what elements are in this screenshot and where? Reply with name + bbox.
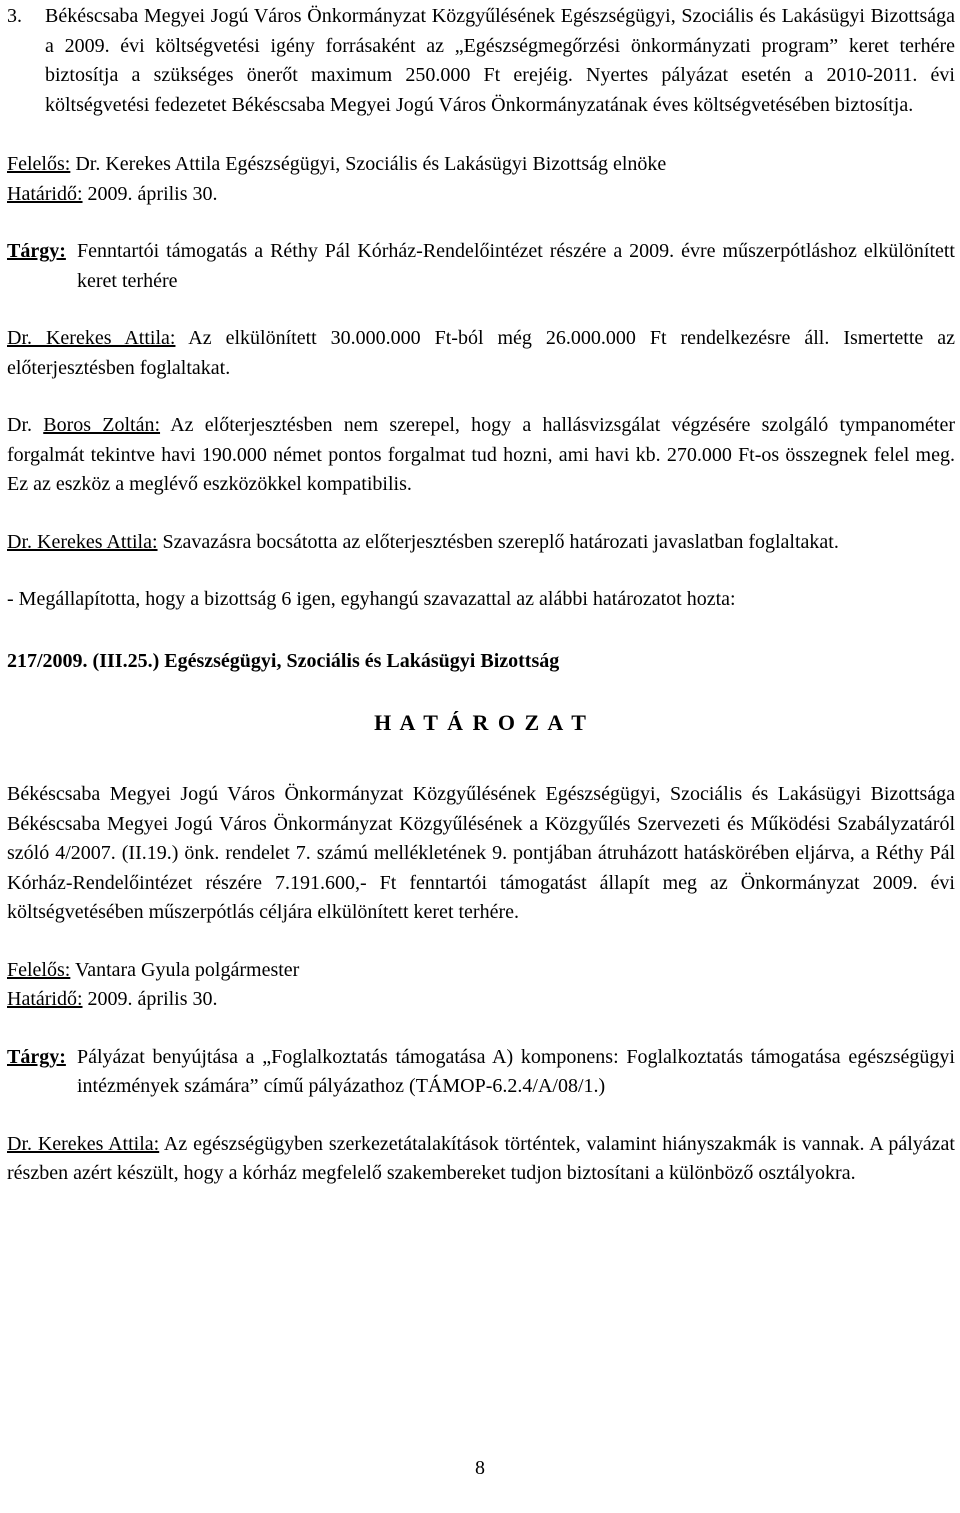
responsible-deadline-block-1: [7, 150, 955, 209]
vote-statement: - Megállapította, hogy a bizottság 6 igen, egyhangú szavazattal az alábbi határozatot hozta:: [7, 588, 736, 610]
speaker-name: Dr. Kerekes Attila:: [7, 327, 176, 349]
speaker-name: Dr. Kerekes Attila:: [7, 1132, 160, 1155]
responsible-label: Felelős:: [7, 153, 71, 175]
subject-block-1: [7, 237, 955, 296]
subject-text: Fenntartói támogatás a Réthy Pál Kórház-Rendelőintézet részére a 2009. évre műszerpótláshoz elkülönített keret terhére: [77, 240, 955, 292]
speaker-name: Boros Zoltán:: [43, 414, 161, 436]
responsible-value: Vantara Gyula polgármester: [70, 958, 300, 981]
subject-label: Tárgy:: [7, 240, 66, 262]
responsible-line: [7, 956, 955, 986]
deadline-line: [7, 985, 955, 1015]
list-item-3: [7, 2, 955, 120]
list-item-text: Békéscsaba Megyei Jogú Város Önkormányzat Közgyűlésének Egészségügyi, Szociális és Lakásügyi Bizottsága a 2009. évi költségvetési igény forrásaként az „Egészségmegőrzési önkormányzati program” keret terhére biztosítja a szükséges önerőt maximum 250.000 Ft erejéig. Nyertes pályázat esetén a 2010-2011. évi költségvetési fedezetet Békéscsaba Megyei Jogú Város Önkormányzatának éves költségvetésében biztosítja.: [45, 5, 955, 116]
paragraph-text: Az egészségügyben szerkezetátalakítások történtek, valamint hiányszakmák is vannak. A pályázat részben azért készült, hogy a kórház megfelelő szakembereket tudjon biztosítani a különböző osztályokra.: [7, 1132, 955, 1184]
deadline-label: Határidő:: [7, 988, 83, 1010]
list-item-number: 3.: [7, 5, 22, 27]
responsible-deadline-block-2: [7, 956, 955, 1015]
deadline-line: [7, 180, 955, 210]
speaker-title: Dr.: [7, 414, 44, 436]
speaker-name: Dr. Kerekes Attila:: [7, 530, 158, 553]
paragraph-kerekes-2: [7, 528, 955, 558]
page-number: 8: [475, 1457, 485, 1479]
resolution-text: Békéscsaba Megyei Jogú Város Önkormányzat Közgyűlésének Egészségügyi, Szociális és Lakásügyi Bizottsága Békéscsaba Megyei Jogú Város Önkormányzat Közgyűlésének a Közgyűlés Szervezeti és Működési Szabályzatáról szóló 4/2007. (II.19.) önk. rendelet 7. számú mellékletének 9. pontjában átruházott hatáskörében eljárva, a Réthy Pál Kórház-Rendelőintézet részére 7.191.600,- Ft fenntartói támogatást állapít meg az Önkormányzat 2009. évi költségvetésében műszerpótlás céljára elkülönített keret terhére.: [7, 783, 955, 923]
deadline-value: 2009. április 30.: [82, 988, 218, 1010]
deadline-value: 2009. április 30.: [82, 182, 218, 205]
responsible-value: Dr. Kerekes Attila Egészségügyi, Szociális és Lakásügyi Bizottság elnöke: [70, 153, 667, 175]
paragraph-text: Az elkülönített 30.000.000 Ft-ból még 26.000.000 Ft rendelkezésre áll. Ismertette az előterjesztésben foglaltakat.: [7, 327, 955, 379]
paragraph-kerekes-3: [7, 1130, 955, 1189]
deadline-label: Határidő:: [7, 182, 83, 205]
paragraph-boros: [7, 411, 955, 500]
responsible-line: [7, 150, 955, 180]
paragraph-text: Az előterjesztésben nem szerepel, hogy a hallásvizsgálat végzésére szolgáló tympanométer forgalmát tekintve havi 190.000 német pontos forgalmat tud hozni, ami havi kb. 270.000 Ft-os összegnek felel meg. Ez az eszköz a meglévő eszközökkel kompatibilis.: [7, 414, 956, 495]
resolution-id: 217/2009. (III.25.) Egészségügyi, Szociális és Lakásügyi Bizottság: [7, 649, 560, 672]
subject-text: Pályázat benyújtása a „Foglalkoztatás támogatása A) komponens: Foglalkoztatás támogatása egészségügyi intézmények számára” című pályázathoz (TÁMOP-6.2.4/A/08/1.): [77, 1045, 955, 1097]
subject-label: Tárgy:: [7, 1045, 66, 1068]
paragraph-text: Szavazásra bocsátotta az előterjesztésben szereplő határozati javaslatban foglaltakat.: [157, 530, 839, 553]
subject-block-2: [7, 1043, 955, 1102]
resolution-title: H A T Á R O Z A T: [374, 710, 588, 735]
responsible-label: Felelős:: [7, 958, 71, 981]
paragraph-kerekes-1: [7, 324, 955, 383]
page-content: [7, 2, 955, 1189]
